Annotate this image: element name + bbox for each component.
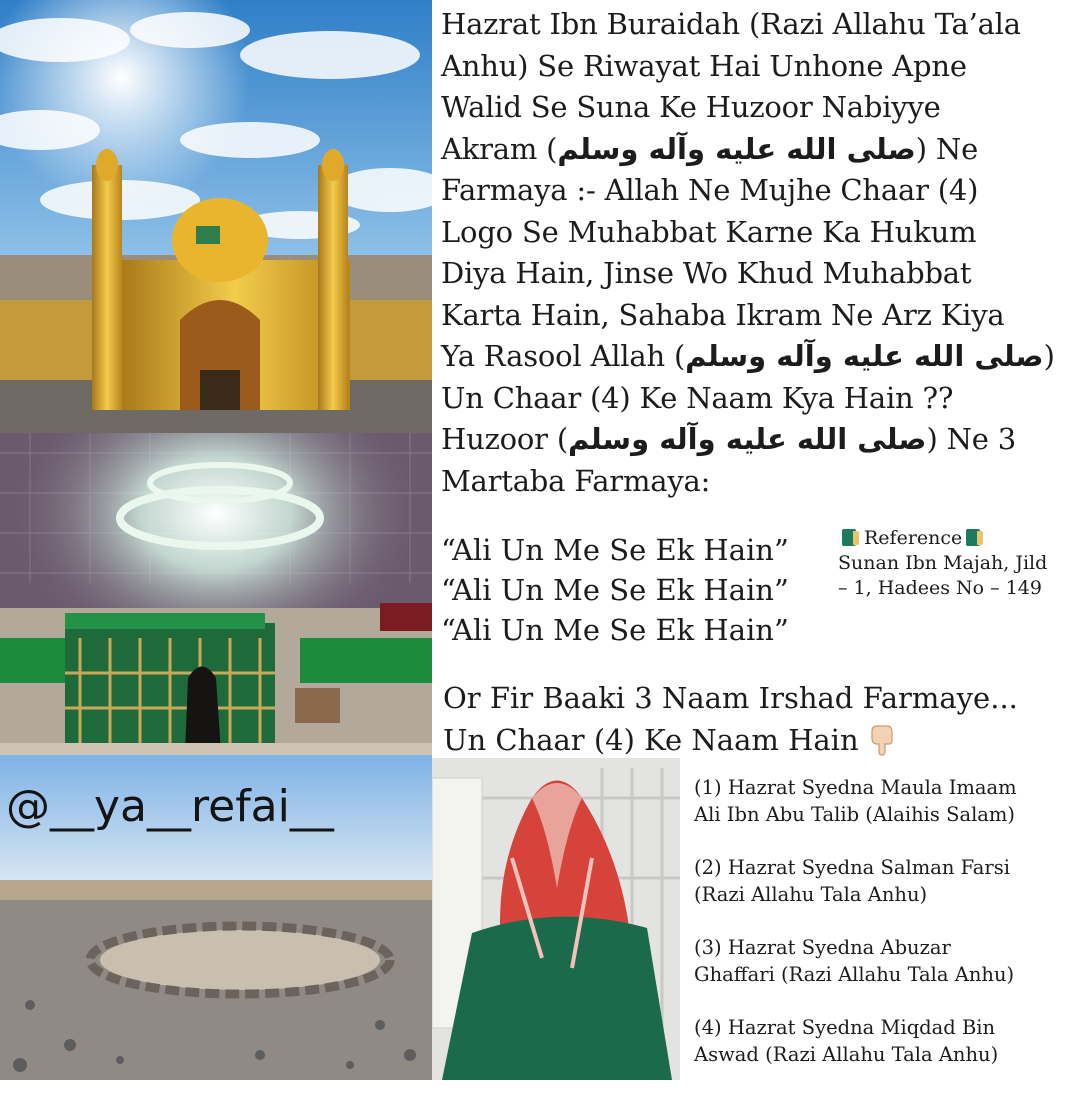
hadith-line: Anhu) Se Riwayat Hai Unhone Apne bbox=[441, 48, 967, 83]
hadith-line: Ya Rasool Allah (صلى الله عليه وآله وسلم) bbox=[441, 339, 1055, 373]
hadith-line: Karta Hain, Sahaba Ikram Ne Arz Kiya bbox=[441, 297, 1005, 332]
hadith-line: Diya Hain, Jinse Wo Khud Muhabbat bbox=[441, 256, 972, 290]
quote-line: “Ali Un Me Se Ek Hain” bbox=[441, 613, 789, 647]
list-item: (4) Hazrat Syedna Miqdad Bin Aswad (Razi Allahu Tala Anhu) bbox=[694, 1016, 999, 1066]
hadith-line: Farmaya :- Allah Ne Mujhe Chaar (4) bbox=[441, 173, 979, 207]
books-icon bbox=[842, 529, 860, 546]
reference-block bbox=[838, 526, 1078, 601]
hadith-line: Akram (صلى الله عليه وآله وسلم) Ne bbox=[441, 131, 979, 166]
shrine-photo bbox=[0, 0, 432, 433]
hadith-line: Huzoor (صلى الله عليه وآله وسلم) Ne 3 bbox=[441, 422, 1016, 456]
salawat-arabic: صلى الله عليه وآله وسلم bbox=[685, 339, 1044, 373]
hadith-line: Martaba Farmaya: bbox=[441, 463, 711, 498]
pointing-down-hand-icon bbox=[865, 722, 899, 756]
list-item: (3) Hazrat Syedna Abuzar Ghaffari (Razi Allahu Tala Anhu) bbox=[694, 936, 1015, 986]
veiled-tomb-photo bbox=[432, 758, 680, 1080]
closing-line: Or Fir Baaki 3 Naam Irshad Farmaye... bbox=[443, 681, 1018, 715]
salawat-arabic: صلى الله عليه وآله وسلم bbox=[557, 131, 916, 166]
list-item: (2) Hazrat Syedna Salman Farsi (Razi Allahu Tala Anhu) bbox=[694, 856, 1010, 906]
hadith-line: Un Chaar (4) Ke Naam Kya Hain ?? bbox=[441, 380, 954, 415]
reference-heading: Reference bbox=[838, 526, 1078, 551]
closing-line: Un Chaar (4) Ke Naam Hain bbox=[443, 719, 1079, 761]
reference-source: Sunan Ibn Majah, Jild bbox=[838, 552, 1048, 574]
quote-line: “Ali Un Me Se Ek Hain” bbox=[441, 533, 789, 567]
reference-number: – 1, Hadees No – 149 bbox=[838, 577, 1042, 599]
hadith-line: Hazrat Ibn Buraidah (Razi Allahu Ta’ala bbox=[441, 7, 1021, 41]
salawat-arabic: صلى الله عليه وآله وسلم bbox=[567, 422, 927, 456]
hadith-line: Walid Se Suna Ke Huzoor Nabiyye bbox=[441, 90, 941, 124]
hadith-text bbox=[441, 4, 1077, 502]
quote-line: “Ali Un Me Se Ek Hain” bbox=[441, 573, 789, 607]
books-icon bbox=[966, 529, 984, 546]
names-list bbox=[694, 775, 1078, 1095]
list-item: (1) Hazrat Syedna Maula Imaam Ali Ibn Abu Talib (Alaihis Salam) bbox=[694, 776, 1017, 826]
instagram-handle: @__ya__refai__ bbox=[6, 781, 334, 832]
quote-block bbox=[441, 530, 831, 650]
hadith-line: Logo Se Muhabbat Karne Ka Hukum bbox=[441, 214, 977, 249]
chandelier-interior-photo bbox=[0, 433, 432, 755]
closing-text bbox=[443, 677, 1079, 761]
